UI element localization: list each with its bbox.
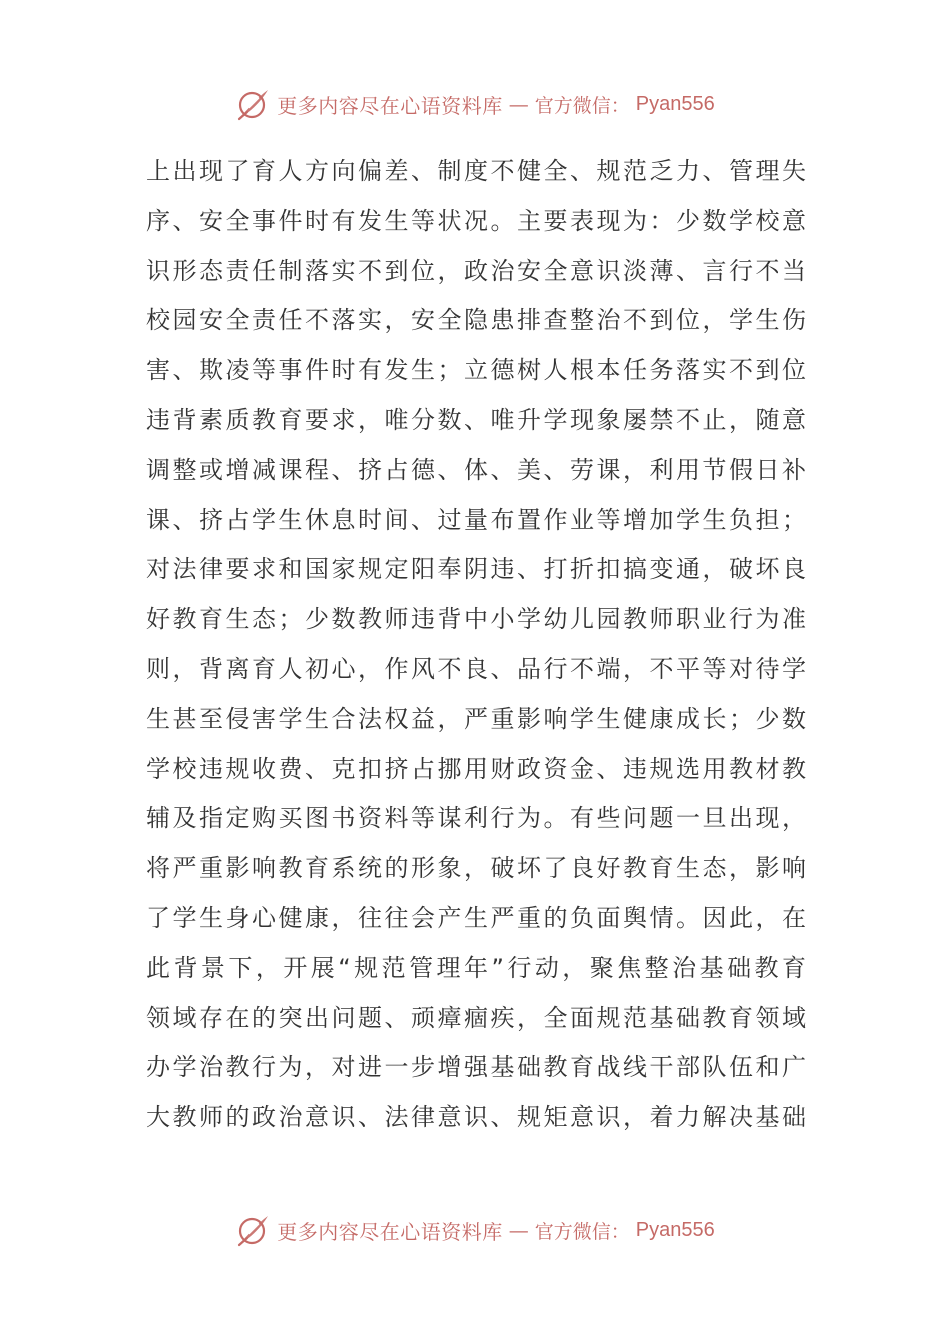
text-line: 识形态责任制落实不到位，政治安全意识淡薄、言行不当 [146,256,806,285]
text-line: 生甚至侵害学生合法权益，严重影响学生健康成长；少数 [146,704,806,733]
text-line: 违背素质教育要求，唯分数、唯升学现象屡禁不止，随意 [146,405,806,434]
text-line: 辅及指定购买图书资料等谋利行为。有些问题一旦出现， [146,804,806,833]
text-line: 校园安全责任不落实，安全隐患排查整治不到位，学生伤 [146,306,806,335]
banner-title: 更多内容尽在心语资料库 [277,93,503,118]
banner-title: 更多内容尽在心语资料库 [277,1219,503,1244]
text-line: 调整或增减课程、挤占德、体、美、劳课，利用节假日补 [146,455,806,484]
text-line: 此背景下，开展“规范管理年”行动，聚焦整治基础教育 [146,953,806,982]
banner-separator: — [508,1218,529,1242]
text-line: 上出现了育人方向偏差、制度不健全、规范乏力、管理失 [146,157,806,185]
banner-wechat-id: Pyan556 [635,92,715,115]
text-line: 对法律要求和国家规定阳奉阴违、打折扣搞变通，破坏良 [146,555,806,584]
text-line: 序、安全事件时有发生等状况。主要表现为：少数学校意 [146,206,806,235]
banner-separator: — [508,92,529,116]
header-banner [0,86,950,122]
text-line: 将严重影响教育系统的形象，破坏了良好教育生态，影响 [146,854,806,883]
text-line: 好教育生态；少数教师违背中小学幼儿园教师职业行为准 [146,605,806,634]
quill-pen-circle-icon [235,1212,271,1248]
document-body [146,147,806,1143]
text-line: 领域存在的突出问题、顽瘴痼疾，全面规范基础教育领域 [146,1003,806,1032]
text-line: 则，背离育人初心，作风不良、品行不端，不平等对待学 [146,654,806,683]
banner-wechat-id: Pyan556 [635,1218,715,1241]
banner-wechat-label: 官方微信： [534,1220,630,1243]
text-line: 课、挤占学生休息时间、过量布置作业等增加学生负担； [146,505,806,534]
quill-pen-circle-icon [235,86,271,122]
text-line: 大教师的政治意识、法律意识、规矩意识，着力解决基础 [146,1103,806,1132]
text-line: 了学生身心健康，往往会产生严重的负面舆情。因此，在 [146,903,806,932]
text-line: 学校违规收费、克扣挤占挪用财政资金、违规选用教材教 [146,754,806,783]
text-line: 办学治教行为，对进一步增强基础教育战线干部队伍和广 [146,1053,806,1082]
footer-banner [0,1212,950,1248]
text-line: 害、欺凌等事件时有发生；立德树人根本任务落实不到位 [146,356,806,385]
banner-wechat-label: 官方微信： [534,94,630,117]
